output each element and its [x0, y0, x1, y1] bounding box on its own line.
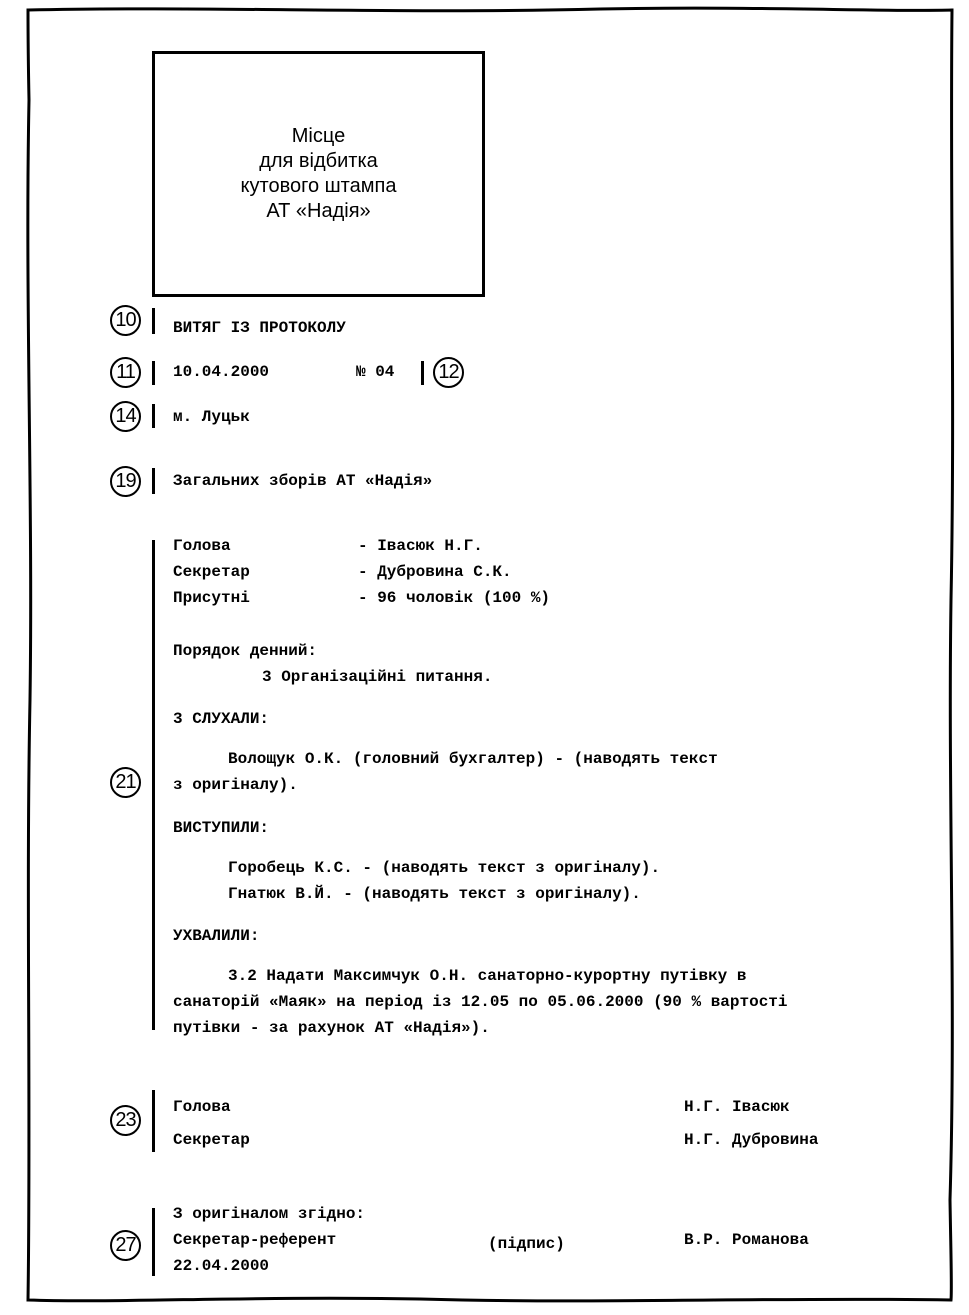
bracket-27	[152, 1208, 155, 1276]
corner-stamp-placeholder	[152, 51, 485, 297]
stamp-line-1: Місце	[291, 125, 346, 147]
stamp-line-2: для відбитка	[259, 150, 378, 172]
certification-role: Секретар-референт	[173, 1231, 337, 1249]
certification-name: В.Р. Романова	[684, 1231, 809, 1249]
document-number: № 04	[356, 363, 395, 381]
document-city: м. Луцьк	[173, 408, 250, 426]
requisite-marker-11: 11	[110, 357, 141, 388]
resolved-label: УХВАЛИЛИ:	[173, 927, 260, 945]
spoke-label: ВИСТУПИЛИ:	[173, 819, 270, 837]
signature-chair-role: Голова	[173, 1098, 231, 1116]
attendance-value-secretary: - Дубровина С.К.	[358, 563, 512, 581]
spoke-text-line-2: Гнатюк В.Й. - (наводять текст з оригіналу).	[228, 885, 641, 903]
attendance-role-present: Присутні	[173, 589, 250, 607]
requisite-marker-14: 14	[110, 401, 141, 432]
bracket-19	[152, 468, 155, 494]
heard-text-line-2: з оригіналу).	[173, 776, 298, 794]
requisite-marker-27: 27	[110, 1230, 141, 1261]
attendance-value-present: - 96 чоловік (100 %)	[358, 589, 551, 607]
heard-text-line-1: Волощук О.К. (головний бухгалтер) - (наводять текст	[228, 750, 718, 768]
bracket-21	[152, 540, 155, 1030]
certification-date: 22.04.2000	[173, 1257, 270, 1275]
certification-signature: (підпис)	[488, 1235, 565, 1253]
requisite-marker-23: 23	[110, 1105, 141, 1136]
bracket-14	[152, 404, 155, 428]
bracket-10	[152, 308, 155, 334]
document-date: 10.04.2000	[173, 363, 270, 381]
spoke-text-line-1: Горобець К.С. - (наводять текст з оригіналу).	[228, 859, 661, 877]
heard-label: 3 СЛУХАЛИ:	[173, 710, 270, 728]
bracket-11	[152, 361, 155, 385]
resolved-text-line-2: санаторій «Маяк» на період із 12.05 по 05.06.2000 (90 % вартості	[173, 993, 788, 1011]
signature-secretary-name: Н.Г. Дубровина	[684, 1131, 819, 1149]
meeting-title: Загальних зборів АТ «Надія»	[173, 472, 433, 490]
attendance-value-chair: - Івасюк Н.Г.	[358, 537, 483, 555]
signature-chair-name: Н.Г. Івасюк	[684, 1098, 790, 1116]
agenda-item: 3 Організаційні питання.	[262, 668, 493, 686]
requisite-marker-21: 21	[110, 767, 141, 798]
certification-label: З оригіналом згідно:	[173, 1205, 366, 1223]
agenda-label: Порядок денний:	[173, 642, 318, 660]
requisite-marker-10: 10	[110, 305, 141, 336]
attendance-role-secretary: Секретар	[173, 563, 250, 581]
bracket-12	[421, 361, 424, 385]
resolved-text-line-1: 3.2 Надати Максимчук О.Н. санаторно-курортну путівку в	[228, 967, 747, 985]
bracket-23	[152, 1090, 155, 1152]
requisite-marker-19: 19	[110, 466, 141, 497]
stamp-line-4: АТ «Надія»	[266, 200, 371, 222]
attendance-role-chair: Голова	[173, 537, 231, 555]
resolved-text-line-3: путівки - за рахунок АТ «Надія»).	[173, 1019, 490, 1037]
stamp-line-3: кутового штампа	[240, 175, 397, 197]
signature-secretary-role: Секретар	[173, 1131, 250, 1149]
requisite-marker-12: 12	[433, 357, 464, 388]
document-title: ВИТЯГ ІЗ ПРОТОКОЛУ	[173, 319, 346, 337]
